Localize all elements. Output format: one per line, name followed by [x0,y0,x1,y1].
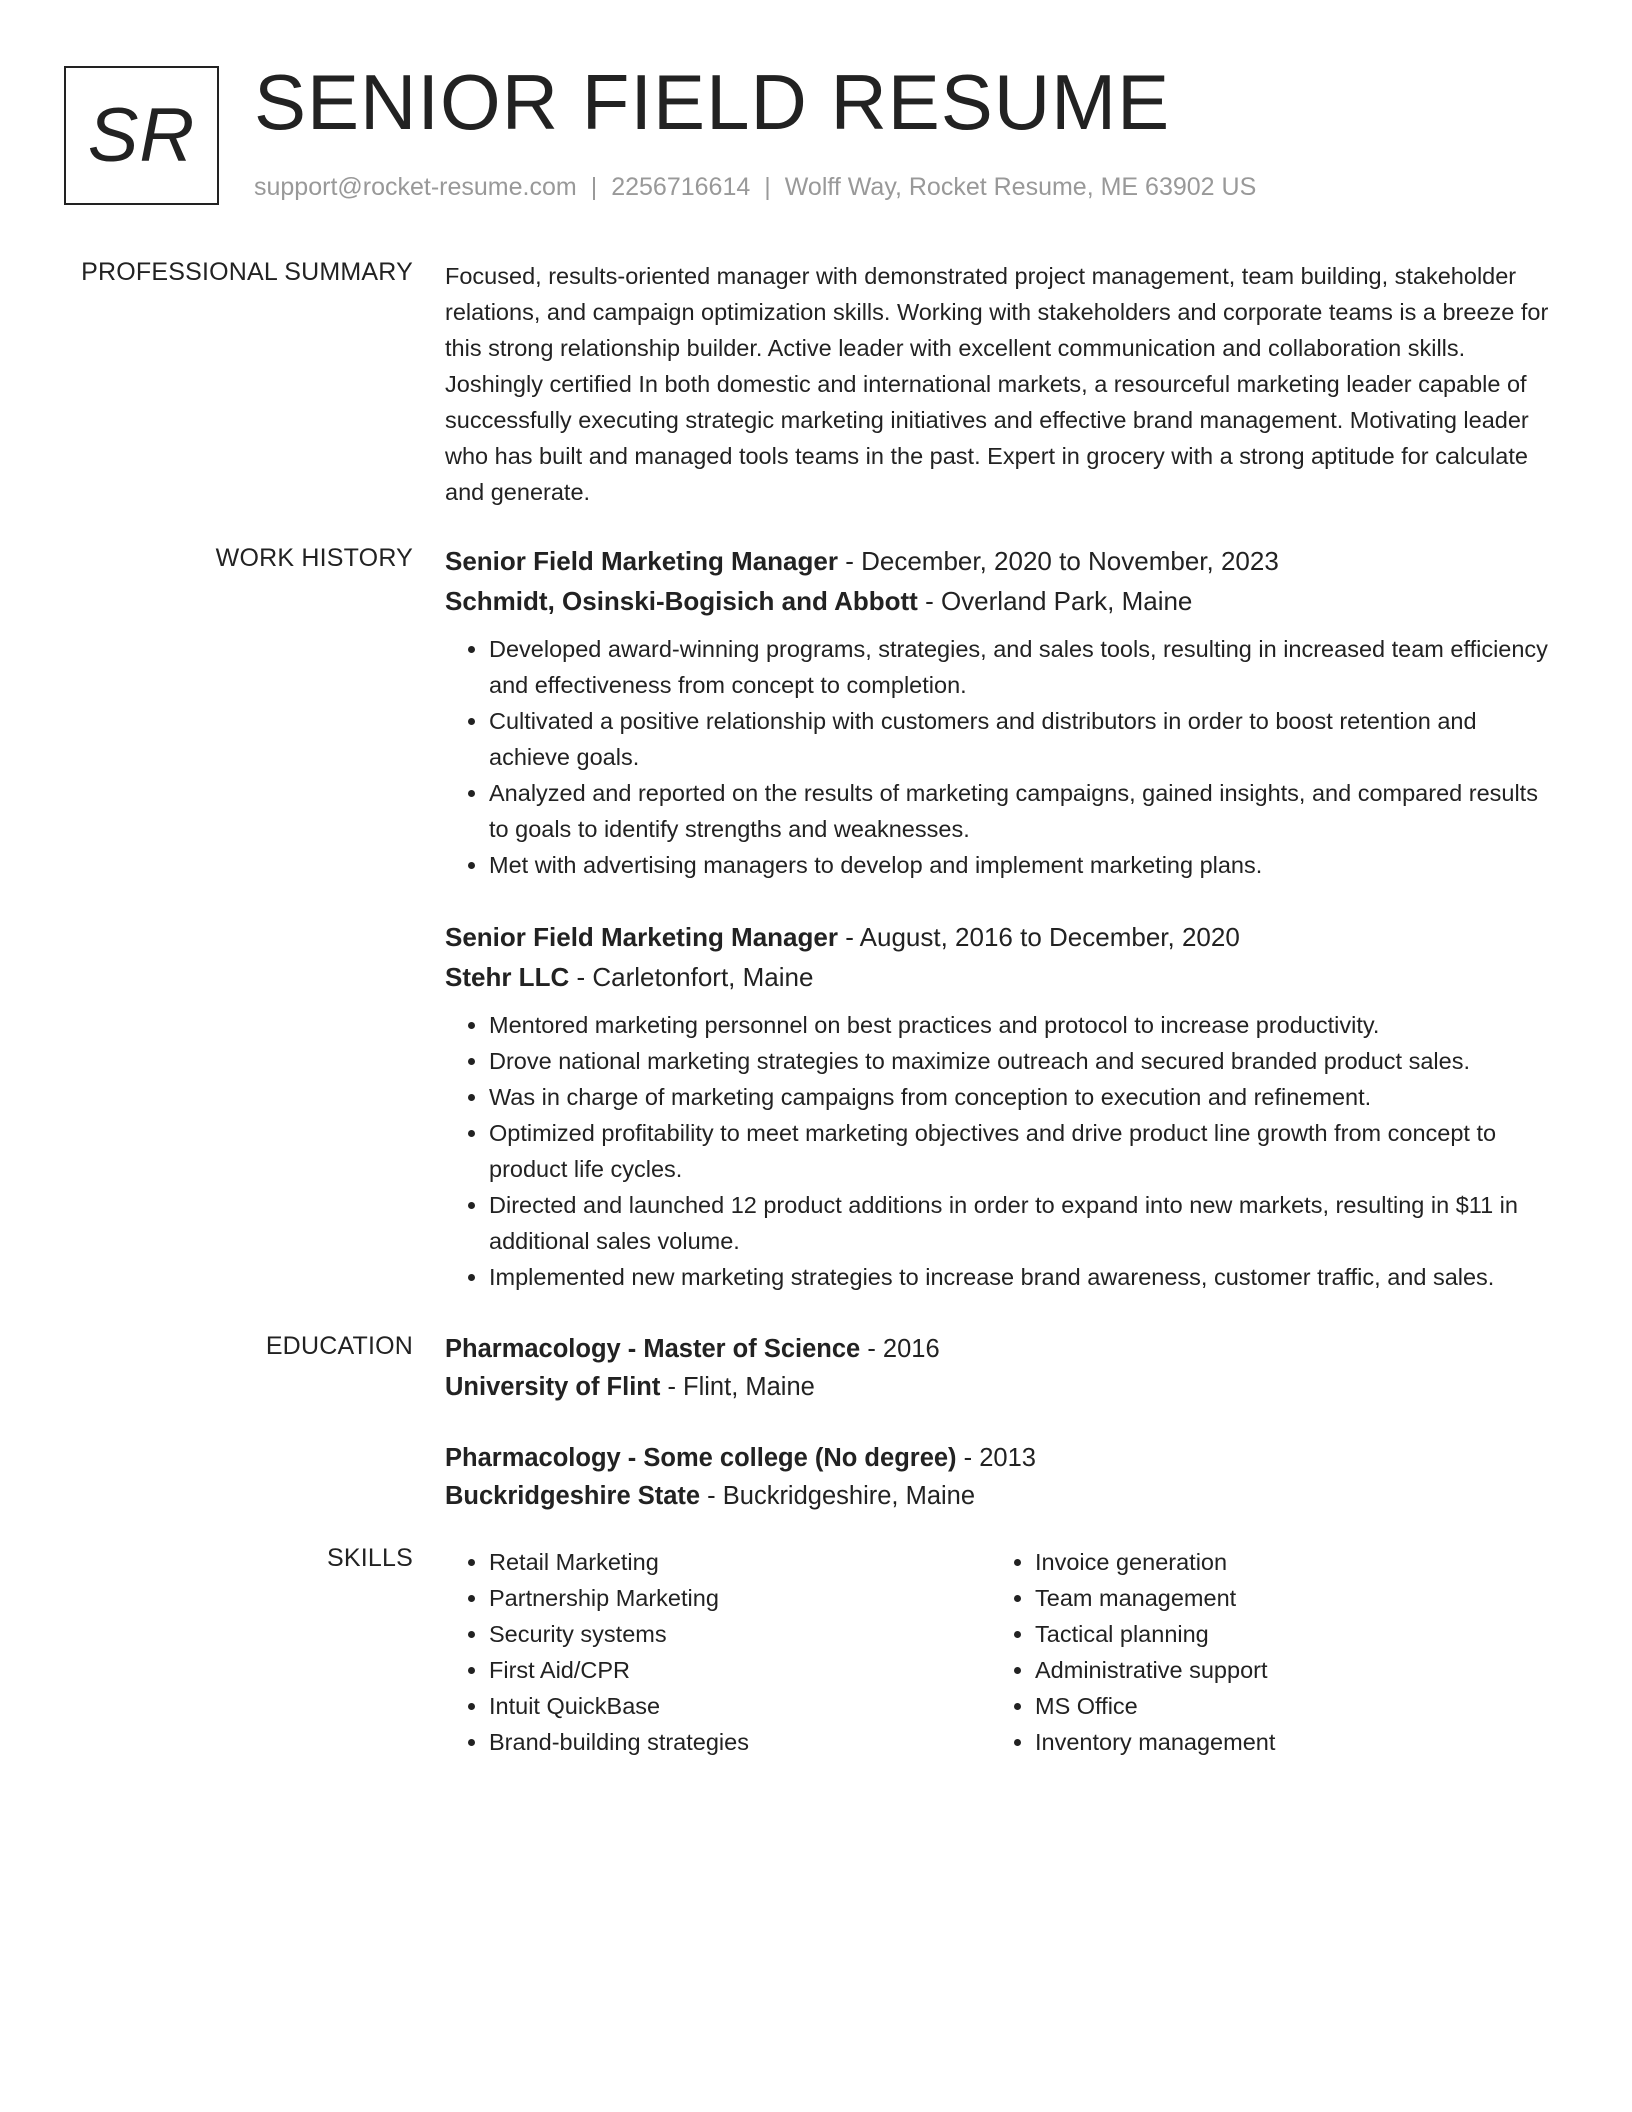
job-company-line [445,581,1560,621]
summary-text: Focused, results-oriented manager with demonstrated project management, team building, stakeholder relations, and campaign optimization skills. Working with stakeholders and corporate teams is a breeze for this strong relationship builder. Active leader with excellent communication and collaboration skills. Joshingly certified In both domestic and international markets, a resourceful marketing leader capable of successfully executing strategic marketing initiatives and effective brand management. Motivating leader who has built and managed tools teams in the past. Expert in grocery with a strong aptitude for calculate and generate. [445,263,1549,505]
job-title: Senior Field Marketing Manager [445,922,838,952]
education-entry [445,1330,1560,1406]
education-degree-line [445,1439,1560,1477]
contact-phone: 2256716614 [611,173,751,201]
job-bullet: • Implemented new marketing strategies to increase brand awareness, customer traffic, and sales. [489,1259,1560,1295]
skill-item: • Retail Marketing [489,1544,985,1580]
contact-address: Wolff Way, Rocket Resume, ME 63902 US [784,173,1257,201]
skill-item: • Partnership Marketing [489,1580,985,1616]
job-bullet: • Analyzed and reported on the results of marketing campaigns, gained insights, and compared results to goals to identify strengths and weaknesses. [489,775,1560,847]
job-company: Schmidt, Osinski-Bogisich and Abbott [445,586,918,616]
contact-email: support@rocket-resume.com [254,173,577,201]
contact-separator: | [590,173,598,201]
skills-list [445,1544,985,1760]
education-degree-line [445,1330,1560,1368]
education-location: - Buckridgeshire, Maine [700,1482,976,1510]
section-heading-work-history: WORK HISTORY [215,544,413,572]
skills-list [991,1544,1531,1760]
education-school-line [445,1477,1560,1515]
contact-line [254,173,1256,202]
job-title-line [445,541,1560,581]
job-company: Stehr LLC [445,962,570,992]
job-bullet: • Cultivated a positive relationship with customers and distributors in order to boost retention and achieve goals. [489,703,1560,775]
education-entry [445,1439,1560,1515]
resume-title: SENIOR FIELD RESUME [254,58,1171,146]
skill-item: • Inventory management [1035,1724,1531,1760]
skill-item: • MS Office [1035,1688,1531,1724]
section-heading-skills: SKILLS [327,1544,413,1572]
job-bullets [445,1007,1560,1295]
education-school: University of Flint [445,1373,661,1401]
skill-item: • First Aid/CPR [489,1652,985,1688]
skill-item: • Administrative support [1035,1652,1531,1688]
job-location: - Overland Park, Maine [917,586,1193,616]
job-bullet: • Optimized profitability to meet marketing objectives and drive product line growth from concept to product life cycles. [489,1115,1560,1187]
summary-body [445,258,1560,510]
education-degree: Pharmacology - Master of Science [445,1335,861,1363]
job-title: Senior Field Marketing Manager [445,546,838,576]
job-bullet: • Directed and launched 12 product additions in order to expand into new markets, resulting in $11 in additional sales volume. [489,1187,1560,1259]
section-heading-education: EDUCATION [265,1332,413,1360]
education-school-line [445,1368,1560,1406]
skills-column-right [991,1544,1531,1760]
job-bullets [445,631,1560,883]
job-location: - Carletonfort, Maine [569,962,814,992]
skill-item: • Tactical planning [1035,1616,1531,1652]
job-entry [445,541,1560,883]
job-dates: - August, 2016 to December, 2020 [837,922,1240,952]
skill-item: • Brand-building strategies [489,1724,985,1760]
skill-item: • Intuit QuickBase [489,1688,985,1724]
education-school: Buckridgeshire State [445,1482,701,1510]
monogram-text: SR [87,93,196,178]
job-dates: - December, 2020 to November, 2023 [837,546,1279,576]
job-title-line [445,917,1560,957]
education-year: - 2013 [956,1444,1036,1472]
skills-column-left [445,1544,985,1760]
job-company-line [445,957,1560,997]
section-heading-summary: PROFESSIONAL SUMMARY [81,258,413,286]
job-bullet: • Met with advertising managers to develop and implement marketing plans. [489,847,1560,883]
skill-item: • Security systems [489,1616,985,1652]
job-entry [445,917,1560,1295]
skill-item: • Team management [1035,1580,1531,1616]
job-bullet: • Mentored marketing personnel on best practices and protocol to increase productivity. [489,1007,1560,1043]
education-year: - 2016 [860,1335,940,1363]
education-degree: Pharmacology - Some college (No degree) [445,1444,957,1472]
job-bullet: • Drove national marketing strategies to maximize outreach and secured branded product sales. [489,1043,1560,1079]
skill-item: • Invoice generation [1035,1544,1531,1580]
education-location: - Flint, Maine [660,1373,815,1401]
job-bullet: • Developed award-winning programs, strategies, and sales tools, resulting in increased team efficiency and effectiveness from concept to completion. [489,631,1560,703]
monogram-logo [64,66,219,205]
contact-separator: | [764,173,771,201]
job-bullet: • Was in charge of marketing campaigns from conception to execution and refinement. [489,1079,1560,1115]
